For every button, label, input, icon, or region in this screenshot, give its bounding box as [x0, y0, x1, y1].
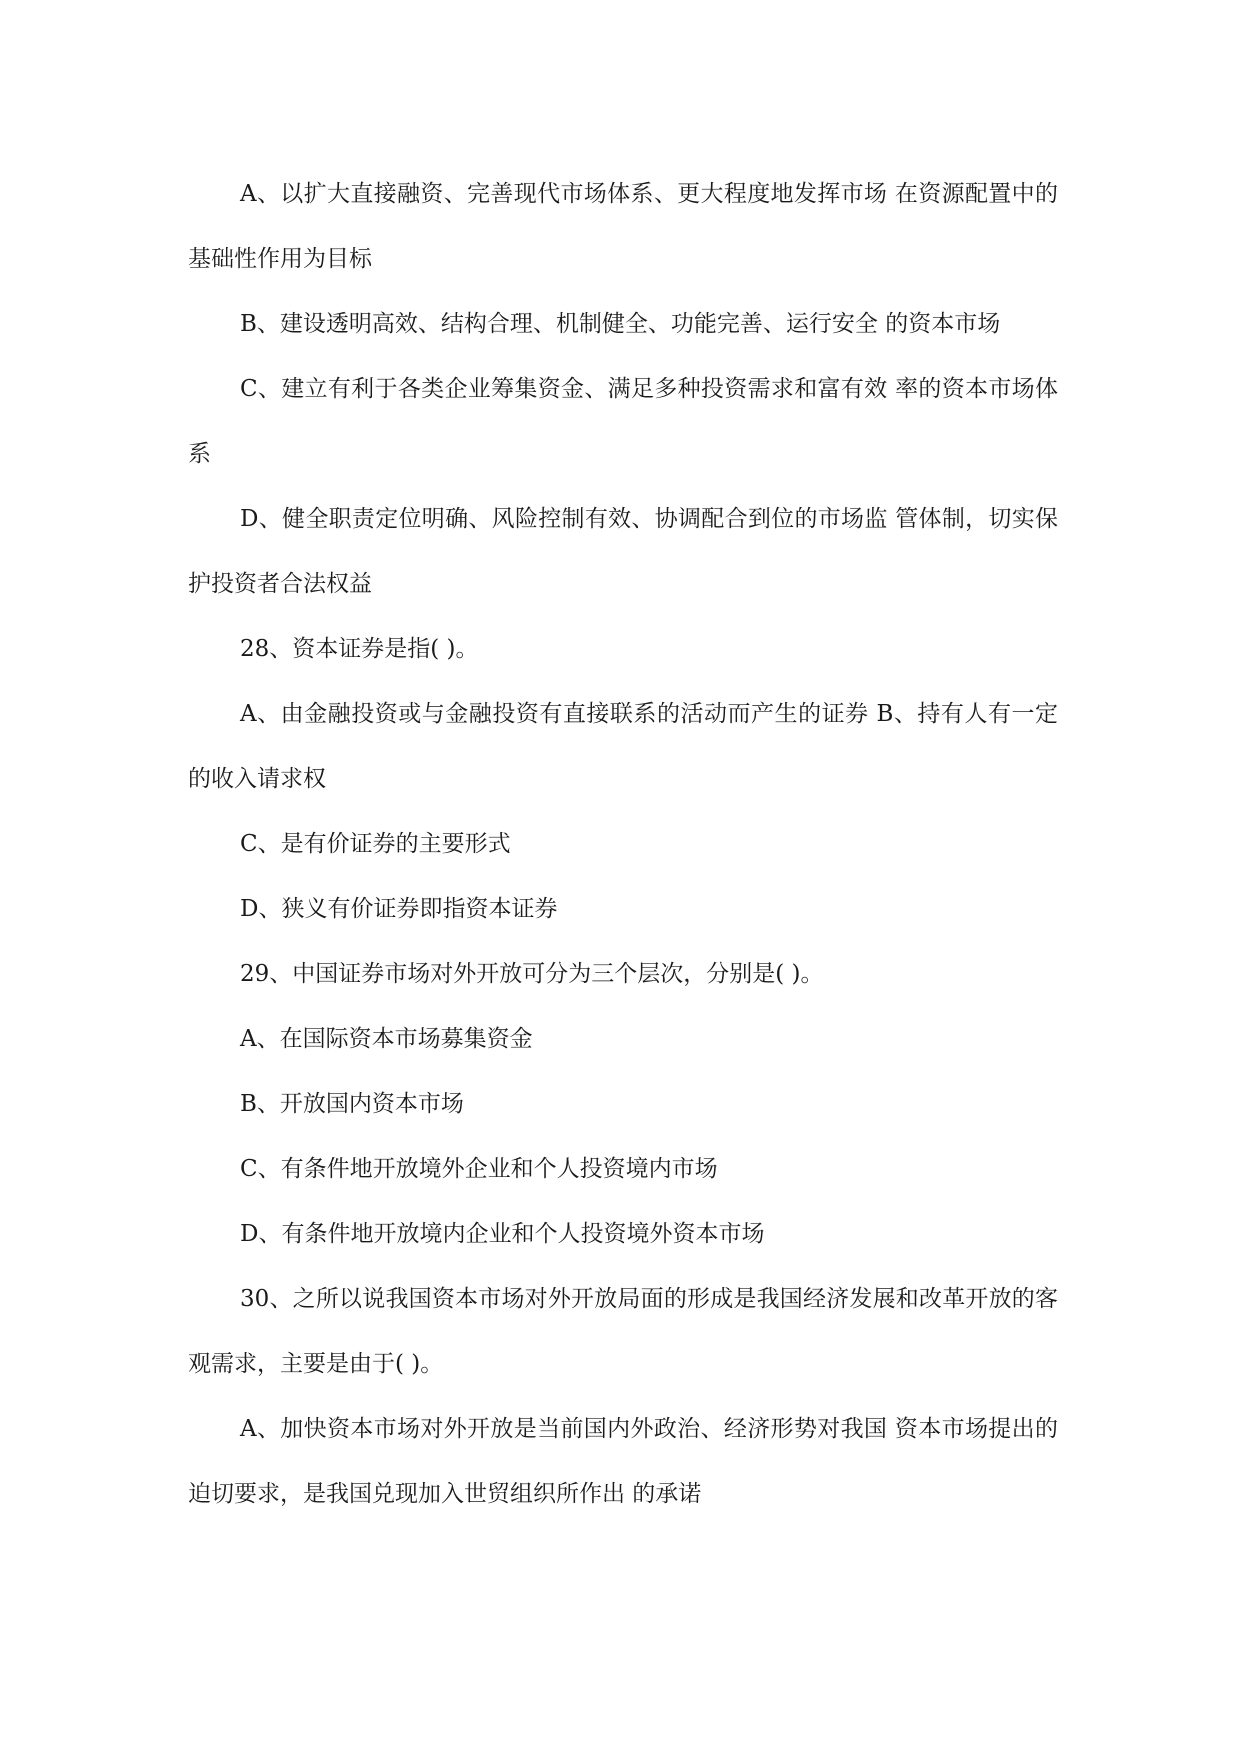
q30-question: 30、之所以说我国资本市场对外开放局面的形成是我国经济发展和改革开放的客观需求，主要是由于( )。 [188, 1286, 1058, 1377]
document-page [188, 162, 1058, 1527]
q29-option-a: A、在国际资本市场募集资金 [240, 1026, 533, 1052]
q29-option-b: B、开放国内资本市场 [240, 1091, 464, 1117]
q27-option-d: D、健全职责定位明确、风险控制有效、协调配合到位的市场监 管体制，切实保护投资者合法权益 [188, 506, 1058, 597]
q29-option-c: C、有条件地开放境外企业和个人投资境内市场 [240, 1156, 718, 1182]
q27-option-a: A、以扩大直接融资、完善现代市场体系、更大程度地发挥市场 在资源配置中的基础性作用为目标 [188, 181, 1058, 272]
q27-option-c: C、建立有利于各类企业筹集资金、满足多种投资需求和富有效 率的资本市场体系 [188, 376, 1058, 467]
q28-question: 28、资本证券是指( )。 [240, 636, 479, 662]
q30-option-a: A、加快资本市场对外开放是当前国内外政治、经济形势对我国 资本市场提出的迫切要求，是我国兑现加入世贸组织所作出 的承诺 [188, 1416, 1058, 1507]
q27-option-b: B、建设透明高效、结构合理、机制健全、功能完善、运行安全 的资本市场 [240, 311, 1001, 337]
q28-option-a-b: A、由金融投资或与金融投资有直接联系的活动而产生的证券 B、持有人有一定的收入请求权 [188, 701, 1058, 792]
q29-question: 29、中国证券市场对外开放可分为三个层次，分别是( )。 [240, 961, 824, 987]
q29-option-d: D、有条件地开放境内企业和个人投资境外资本市场 [240, 1221, 765, 1247]
q28-option-c: C、是有价证券的主要形式 [240, 831, 511, 857]
q28-option-d: D、狭义有价证券即指资本证券 [240, 896, 558, 922]
